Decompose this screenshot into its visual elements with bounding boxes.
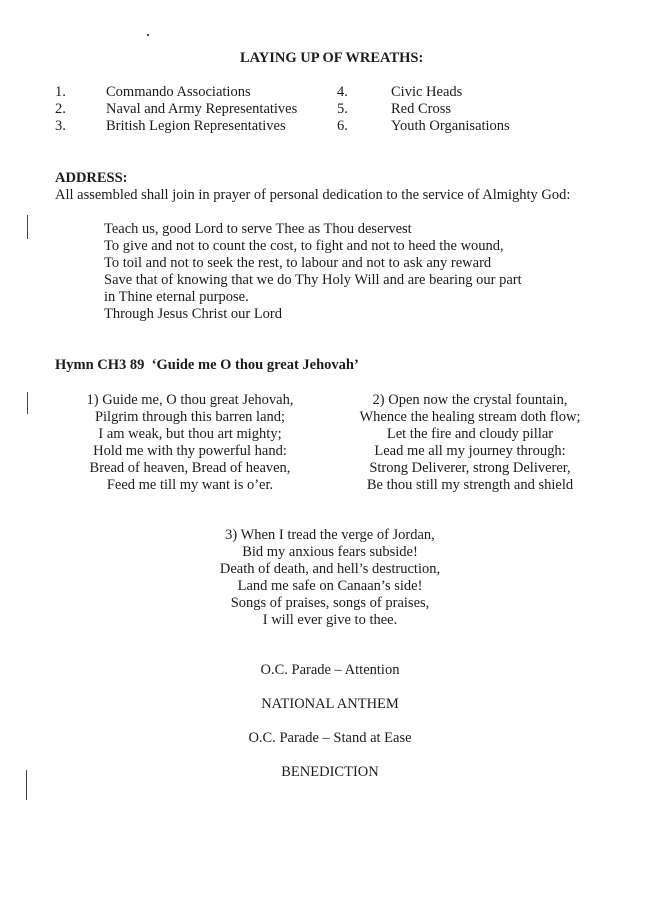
list-item: [55, 101, 297, 118]
verse-line: Feed me till my want is o’er.: [106, 477, 274, 493]
scan-edge-line: [26, 770, 27, 800]
list-item: [337, 101, 510, 118]
verse-line: Let the fire and cloudy pillar: [386, 426, 554, 442]
verse-line: Whence the healing stream doth flow;: [359, 409, 581, 425]
item-label: Commando Associations: [106, 84, 251, 100]
verse-line: Songs of praises, songs of praises,: [230, 595, 430, 611]
item-number: 3.: [55, 118, 66, 134]
prayer-line: Teach us, good Lord to serve Thee as Thou deservest: [104, 221, 412, 237]
hymn-title: Hymn CH3 89 ‘Guide me O thou great Jehovah’: [55, 357, 359, 373]
hymn-verse-2: [320, 392, 620, 494]
verse-line: 3) When I tread the verge of Jordan,: [225, 527, 435, 543]
oc-parade-stand-at-ease: O.C. Parade – Stand at Ease: [248, 730, 412, 746]
item-number: 2.: [55, 101, 66, 117]
item-number: 4.: [337, 84, 348, 100]
national-anthem: NATIONAL ANTHEM: [261, 696, 399, 712]
scan-edge-line: [27, 392, 28, 414]
verse-line: Bid my anxious fears subside!: [242, 544, 418, 560]
list-item: [55, 118, 297, 135]
item-label: Civic Heads: [391, 84, 463, 100]
wreaths-title: LAYING UP OF WREATHS:: [240, 50, 424, 66]
verse-line: I am weak, but thou art mighty;: [98, 426, 282, 442]
verse-line: 1) Guide me, O thou great Jehovah,: [86, 392, 294, 408]
address-heading: ADDRESS:: [55, 170, 128, 186]
verse-line: Be thou still my strength and shield: [366, 477, 574, 493]
list-item: [337, 84, 510, 101]
item-number: 6.: [337, 118, 348, 134]
prayer-line: Save that of knowing that we do Thy Holy Will and are bearing our part: [104, 272, 522, 288]
prayer-line: To toil and not to seek the rest, to labour and not to ask any reward: [104, 255, 492, 271]
verse-line: 2) Open now the crystal fountain,: [372, 392, 568, 408]
item-label: British Legion Representatives: [106, 118, 286, 134]
prayer-block: [104, 221, 522, 323]
wreath-list-right: [337, 84, 510, 135]
verse-line: Hold me with thy powerful hand:: [93, 443, 287, 459]
item-number: 1.: [55, 84, 66, 100]
list-item: [55, 84, 297, 101]
benediction: BENEDICTION: [281, 764, 379, 780]
address-intro: All assembled shall join in prayer of personal dedication to the service of Almighty God:: [55, 187, 571, 203]
item-label: Naval and Army Representatives: [106, 101, 298, 117]
verse-line: Lead me all my journey through:: [374, 443, 566, 459]
scan-speck: [147, 34, 149, 36]
item-number: 5.: [337, 101, 348, 117]
prayer-line: Through Jesus Christ our Lord: [104, 306, 283, 322]
verse-line: Bread of heaven, Bread of heaven,: [89, 460, 291, 476]
verse-line: Land me safe on Canaan’s side!: [237, 578, 423, 594]
prayer-line: in Thine eternal purpose.: [104, 289, 249, 305]
oc-parade-attention: O.C. Parade – Attention: [260, 662, 400, 678]
item-label: Youth Organisations: [391, 118, 510, 134]
scan-edge-line: [27, 215, 28, 239]
item-label: Red Cross: [391, 101, 452, 117]
hymn-verse-1: [40, 392, 340, 494]
verse-line: Death of death, and hell’s destruction,: [219, 561, 441, 577]
list-item: [337, 118, 510, 135]
hymn-verse-3: [180, 527, 480, 629]
verse-line: I will ever give to thee.: [262, 612, 398, 628]
prayer-line: To give and not to count the cost, to fight and not to heed the wound,: [104, 238, 504, 254]
verse-line: Strong Deliverer, strong Deliverer,: [369, 460, 571, 476]
verse-line: Pilgrim through this barren land;: [94, 409, 286, 425]
wreath-list-left: [55, 84, 297, 135]
